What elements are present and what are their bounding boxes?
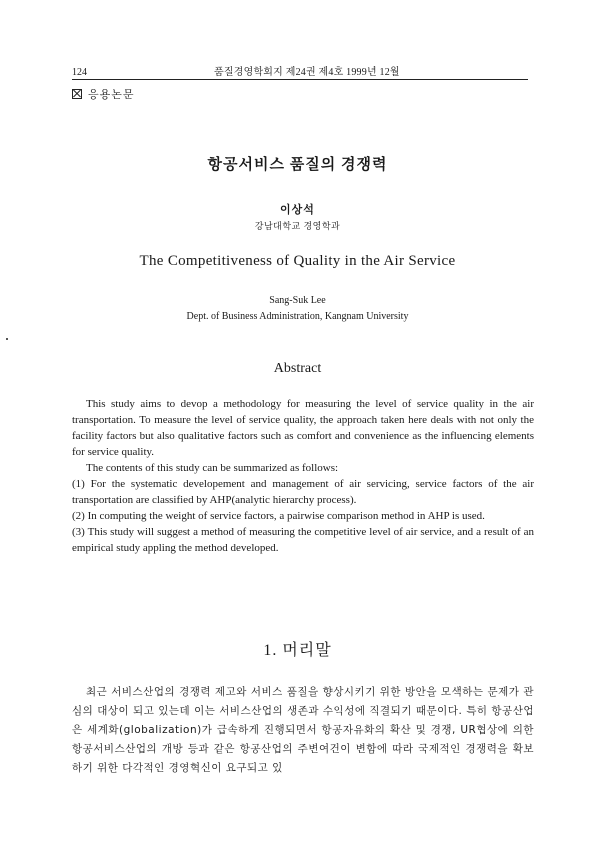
title-english: The Competitiveness of Quality in the Air Service	[139, 253, 456, 269]
scan-speck	[6, 338, 8, 340]
abstract-list-item: (1) For the systematic developement and management of air servicing, service factors of the air transportation are classified by AHP(analytic hierarchy process).	[72, 478, 534, 506]
article-type	[72, 88, 135, 102]
abstract-paragraph: This study aims to devop a methodology for measuring the level of service quality in the air transportation. To measure the level of service quality, the approach taken here deals with not only the facility factors but also qualitative factors such as comfort and convenience as the influencing elements for service quality.	[72, 398, 534, 458]
body-paragraph: 최근 서비스산업의 경쟁력 제고와 서비스 품질을 향상시키기 위한 방안을 모색하는 문제가 관심의 대상이 되고 있는데 이는 서비스산업의 생존과 수익성에 직결되기 때문이다. 특히 항공산업은 세계화(globalization)가 급속하게 진행되면서 항공자유화의 확산 및 경쟁, UR협상에 의한 항공서비스산업의 개방 등과 같은 항공산업의 주변여건이 변함에 따라 국제적인 경쟁력을 확보하기 위한 다각적인 경영혁신이 요구되고 있	[72, 686, 534, 774]
journal-citation: 품질경영학회지 제24권 제4호 1999년 12월	[214, 67, 400, 78]
checkbox-mark-icon	[72, 89, 82, 99]
author-korean: 이상석	[280, 204, 315, 216]
abstract-list-item: (2) In computing the weight of service factors, a pairwise comparison method in AHP is used.	[72, 510, 485, 522]
author-english: Sang-Suk Lee	[269, 295, 326, 306]
article-type-label: 응용논문	[88, 89, 135, 101]
affiliation-korean: 강남대학교 경영학과	[254, 221, 341, 231]
title-korean: 항공서비스 품질의 경쟁력	[207, 157, 388, 173]
page-number: 124	[72, 67, 87, 78]
abstract-summary-lead: The contents of this study can be summarized as follows:	[86, 462, 339, 474]
affiliation-english: Dept. of Business Administration, Kangnam University	[186, 311, 409, 322]
running-head	[72, 67, 528, 81]
abstract-list-item: (3) This study will suggest a method of measuring the competitive level of air service, and a result of an empirical study appling the method developed.	[72, 526, 534, 554]
abstract-body	[72, 396, 534, 556]
header-rule	[72, 79, 528, 80]
section-heading: 1. 머리말	[263, 642, 332, 659]
abstract-heading: Abstract	[273, 361, 322, 376]
